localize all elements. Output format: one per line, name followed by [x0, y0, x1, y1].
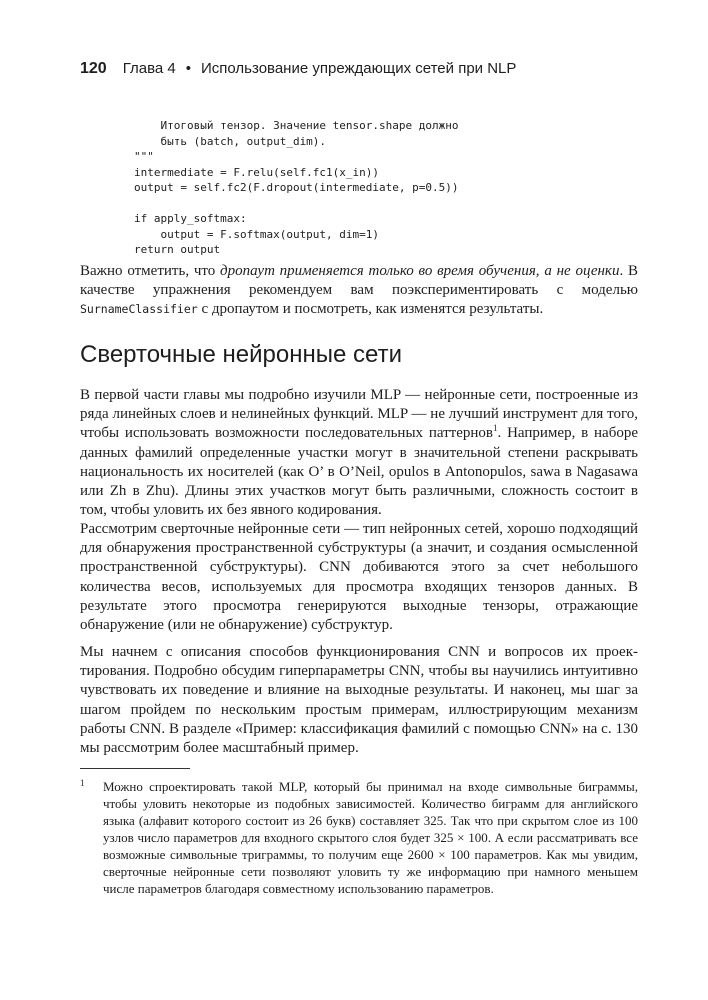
header-bullet: •: [185, 60, 191, 77]
paragraph-mlp: [80, 386, 638, 520]
dropout-note-paragraph: [80, 262, 638, 320]
page-number: 120: [80, 60, 107, 77]
code-line: Итоговый тензор. Значение tensor.shape должно: [134, 119, 459, 132]
code-line: output = self.fc2(F.dropout(intermediate, p=0.5)): [134, 181, 459, 194]
code-line: intermediate = F.relu(self.fc1(x_in)): [134, 165, 380, 179]
paragraph-text: В первой части главы мы подробно изучили MLP — нейронные сети, построенные из ряда линейных слоев и нелинейных функций. MLP — не лучший инструмент для того, чтобы использовать возможности последовательных паттернов: [80, 387, 638, 442]
code-line: if apply_softmax:: [134, 212, 247, 225]
code-block: [134, 118, 459, 258]
running-header: [80, 60, 640, 82]
footnote-divider: [80, 768, 190, 769]
paragraph-cnn-plan: Мы начнем с описания способов функционирования CNN и вопросов их проектирования. Подробно обсудим гиперпараметры CNN, чтобы вы научились интуитивно чувствовать их поведение и влияние на выходные результаты. И наконец, мы шаг за шагом пройдем по нескольким простым примерам, иллюстрирующим механизм работы CNN. В разделе «Пример: классификация фамилий с помощью CNN» на с. 130 мы рассмотрим более масштабный пример.: [80, 644, 638, 757]
class-name-code: SurnameClassifier: [80, 302, 198, 317]
paragraph-text: . Например, в наборе данных фамилий определенные участки могут в значительной степени раскрывать национальность их носителей (как O’ в O’Neil, opulos в Antonopulos, sawa в Nagasawa или Zh в Zhu). Длины этих участков могут быть различными, сложность состоит в том, чтобы уловить их без явного кодирования.: [80, 425, 639, 519]
footnote-ref[interactable]: 1: [493, 423, 498, 434]
code-line: output = F.softmax(output, dim=1): [134, 227, 380, 241]
note-text: . В качестве упражнения рекомендуем вам поэкспериментировать с моделью: [80, 263, 638, 299]
chapter-label: Глава 4: [122, 60, 176, 77]
chapter-title: Использование упреждающих сетей при NLP: [201, 60, 517, 77]
footnote: [80, 778, 638, 897]
paragraph-cnn-intro: Рассмотрим сверточные нейронные сети — тип нейронных сетей, хорошо подходящий для обнаружения пространственной субструктуры (а значит, и создания осмысленной пространственной субструктуры). CNN добиваются этого за счет небольшого количества весов, используемых для просмотра входящих тензоров данных. В результате этого просмотра генерируются выходные тензоры, отражающие обнаружение (или не обнаружение) субструктур.: [80, 521, 638, 634]
note-text: Важно отметить, что: [80, 263, 221, 279]
code-line: """: [134, 150, 154, 163]
note-emphasis: дропаут применяется только во время обучения, а не оценки: [220, 263, 620, 279]
section-title: Сверточные нейронные сети: [80, 341, 402, 368]
code-line: [134, 196, 459, 212]
footnote-text: Можно спроектировать такой MLP, который бы принимал на входе символьные биграммы, чтобы уловить некоторые из подобных зависимостей. Количество биграмм для английского языка (алфавит которого состоит из 26 букв) составляет 325. Так что при скрытом слое из 100 узлов число параметров для входного скрытого слоя будет 325 × 100. А если рассматривать все возможные символьные триграммы, то получим еще 2600 × 100 параметров. Как мы увидим, сверточные нейронные сети позволяют уловить ту же информацию при намного меньшем числе параметров благодаря совместному использованию параметров.: [103, 779, 638, 896]
note-text: с дропаутом и посмотреть, как изменятся результаты.: [197, 301, 544, 318]
code-line: return output: [134, 243, 221, 256]
code-line: быть (batch, output_dim).: [134, 134, 327, 148]
footnote-mark: 1: [80, 778, 85, 788]
